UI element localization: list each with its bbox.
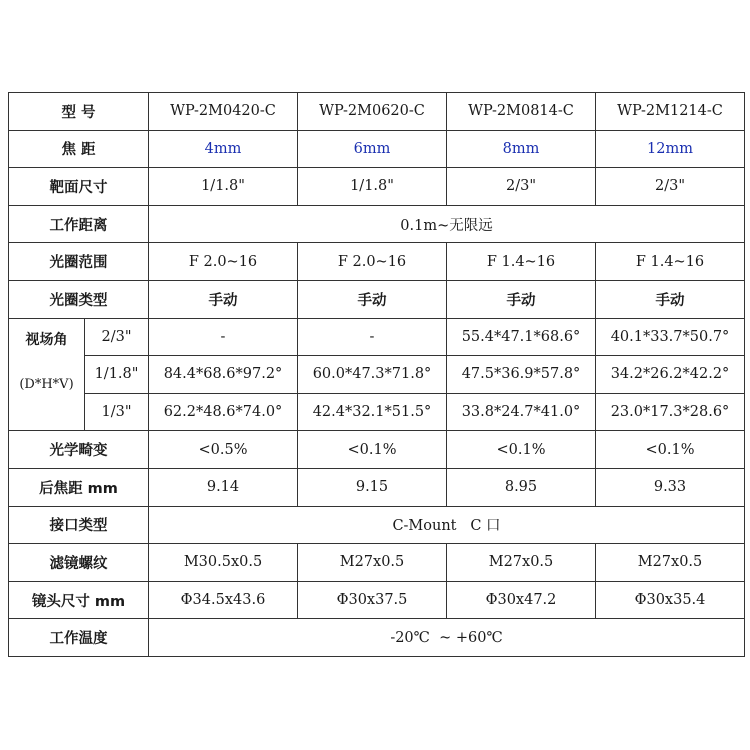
model-cell: WP-2M1214-C: [596, 93, 745, 131]
lens-size-cell: Φ30x35.4: [596, 581, 745, 619]
fov-cell: -: [149, 318, 298, 356]
aperture-range-cell: F 1.4~16: [596, 243, 745, 281]
row-fov-2: [9, 356, 745, 394]
row-filter: [9, 544, 745, 582]
label-mount: 接口类型: [9, 506, 149, 544]
label-distortion: 光学畸变: [9, 431, 149, 469]
spec-table: [8, 92, 745, 657]
lens-size-cell: Φ34.5x43.6: [149, 581, 298, 619]
aperture-range-cell: F 1.4~16: [447, 243, 596, 281]
label-target: 靶面尺寸: [9, 168, 149, 206]
fov-label-text: 视场角: [25, 332, 68, 349]
target-cell: 1/1.8": [149, 168, 298, 206]
back-focal-cell: 8.95: [447, 468, 596, 506]
back-focal-cell: 9.33: [596, 468, 745, 506]
fov-sensor-cell: 2/3": [85, 318, 149, 356]
distortion-cell: <0.5%: [149, 431, 298, 469]
fov-cell: 42.4*32.1*51.5°: [298, 393, 447, 431]
fov-label-sub: (D*H*V): [19, 376, 74, 392]
work-distance-cell: 0.1m~无限远: [149, 205, 745, 243]
filter-cell: M27x0.5: [298, 544, 447, 582]
aperture-range-cell: F 2.0~16: [149, 243, 298, 281]
row-target: [9, 168, 745, 206]
row-focal: [9, 130, 745, 168]
label-aperture-type: 光圈类型: [9, 280, 149, 318]
target-cell: 2/3": [447, 168, 596, 206]
model-cell: WP-2M0814-C: [447, 93, 596, 131]
focal-cell: 12mm: [596, 130, 745, 168]
filter-cell: M27x0.5: [596, 544, 745, 582]
distortion-cell: <0.1%: [298, 431, 447, 469]
fov-cell: 23.0*17.3*28.6°: [596, 393, 745, 431]
label-model: 型 号: [9, 93, 149, 131]
row-aperture-type: [9, 280, 745, 318]
lens-size-cell: Φ30x47.2: [447, 581, 596, 619]
fov-sensor-cell: 1/3": [85, 393, 149, 431]
target-cell: 1/1.8": [298, 168, 447, 206]
fov-cell: 55.4*47.1*68.6°: [447, 318, 596, 356]
fov-cell: 84.4*68.6*97.2°: [149, 356, 298, 394]
label-focal: 焦 距: [9, 130, 149, 168]
fov-cell: 34.2*26.2*42.2°: [596, 356, 745, 394]
label-lens-size: 镜头尺寸 mm: [9, 581, 149, 619]
fov-cell: 40.1*33.7*50.7°: [596, 318, 745, 356]
row-lens-size: [9, 581, 745, 619]
label-temperature: 工作温度: [9, 619, 149, 657]
label-aperture-range: 光圈范围: [9, 243, 149, 281]
row-fov-1: [9, 318, 745, 356]
back-focal-cell: 9.14: [149, 468, 298, 506]
fov-cell: 33.8*24.7*41.0°: [447, 393, 596, 431]
fov-cell: 62.2*48.6*74.0°: [149, 393, 298, 431]
mount-cell: C-Mount C 口: [149, 506, 745, 544]
distortion-cell: <0.1%: [596, 431, 745, 469]
label-work-distance: 工作距离: [9, 205, 149, 243]
row-work-distance: [9, 205, 745, 243]
fov-sensor-cell: 1/1.8": [85, 356, 149, 394]
focal-cell: 8mm: [447, 130, 596, 168]
row-fov-3: [9, 393, 745, 431]
model-cell: WP-2M0420-C: [149, 93, 298, 131]
row-back-focal: [9, 468, 745, 506]
fov-cell: -: [298, 318, 447, 356]
model-cell: WP-2M0620-C: [298, 93, 447, 131]
row-model: [9, 93, 745, 131]
lens-size-cell: Φ30x37.5: [298, 581, 447, 619]
focal-cell: 4mm: [149, 130, 298, 168]
row-mount: [9, 506, 745, 544]
focal-cell: 6mm: [298, 130, 447, 168]
target-cell: 2/3": [596, 168, 745, 206]
aperture-type-cell: 手动: [149, 280, 298, 318]
filter-cell: M27x0.5: [447, 544, 596, 582]
label-filter: 滤镜螺纹: [9, 544, 149, 582]
row-temperature: [9, 619, 745, 657]
label-back-focal: 后焦距 mm: [9, 468, 149, 506]
aperture-type-cell: 手动: [298, 280, 447, 318]
distortion-cell: <0.1%: [447, 431, 596, 469]
fov-cell: 47.5*36.9*57.8°: [447, 356, 596, 394]
aperture-type-cell: 手动: [596, 280, 745, 318]
back-focal-cell: 9.15: [298, 468, 447, 506]
temperature-cell: -20℃ ~ +60℃: [149, 619, 745, 657]
filter-cell: M30.5x0.5: [149, 544, 298, 582]
aperture-type-cell: 手动: [447, 280, 596, 318]
row-aperture-range: [9, 243, 745, 281]
label-fov: [9, 318, 85, 431]
fov-cell: 60.0*47.3*71.8°: [298, 356, 447, 394]
row-distortion: [9, 431, 745, 469]
aperture-range-cell: F 2.0~16: [298, 243, 447, 281]
